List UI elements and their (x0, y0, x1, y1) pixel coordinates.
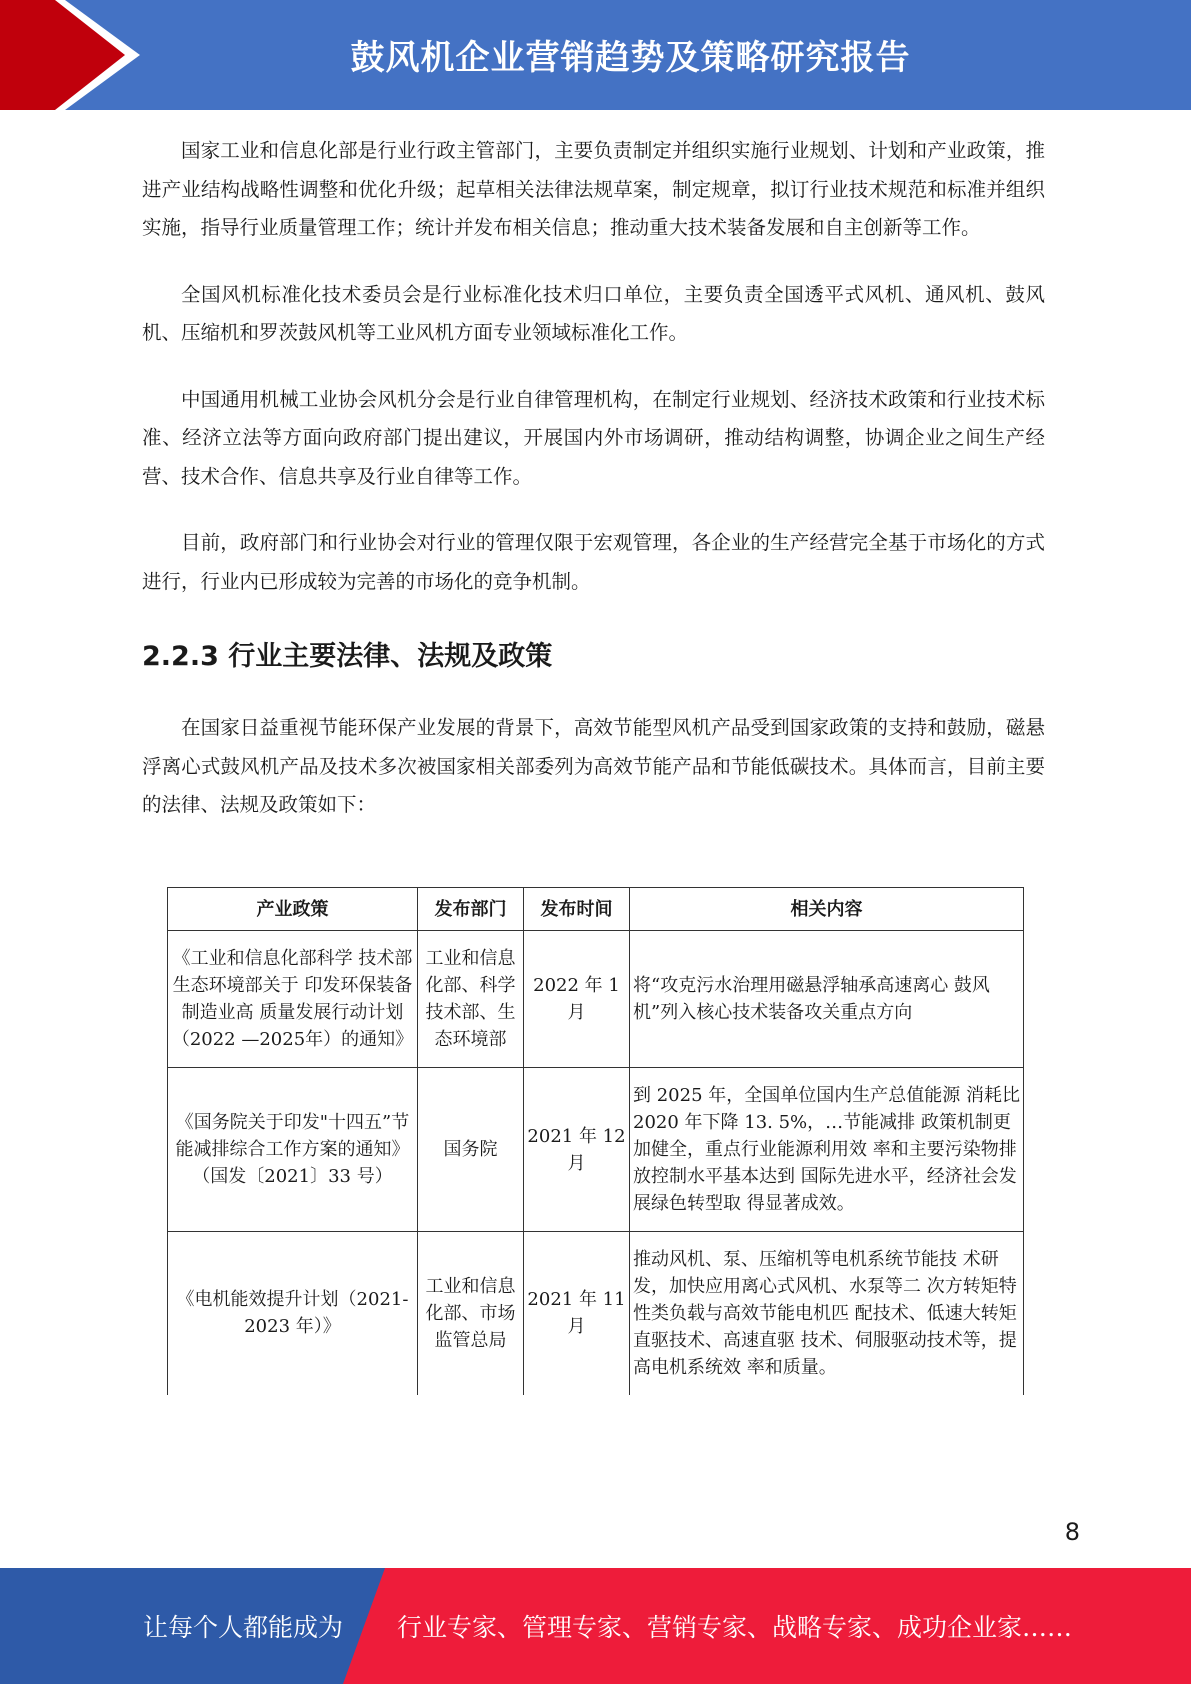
policy-table (167, 887, 1024, 1395)
paragraph-standard-committee: 全国风机标准化技术委员会是行业标准化技术归口单位，主要负责全国透平式风机、通风机、鼓风机、压缩机和罗茨鼓风机等工业风机方面专业领域标准化工作。 (142, 282, 1045, 344)
cell-policy: 《电机能效提升计划（2021-2023 年）》 (168, 1232, 418, 1395)
report-title: 鼓风机企业营销趋势及策略研究报告 (350, 38, 911, 78)
cell-department: 国务院 (418, 1068, 524, 1232)
header-policy: 产业政策 (168, 888, 418, 931)
header-content: 相关内容 (630, 888, 1024, 931)
page-header (0, 0, 1191, 110)
page-footer (0, 1568, 1191, 1684)
paragraph-intro: 在国家日益重视节能环保产业发展的背景下，高效节能型风机产品受到国家政策的支持和鼓励，磁悬浮离心式鼓风机产品及技术多次被国家相关部委列为高效节能产品和节能低碳技术。具体而言，目前主要的法律、法规及政策如下： (142, 716, 1045, 816)
footer-slogan-left: 让每个人都能成为 (143, 1613, 344, 1642)
cell-department: 工业和信息化部、科学技术部、生态环境部 (418, 931, 524, 1068)
header-chevron-icon (0, 0, 160, 110)
header-department: 发布部门 (418, 888, 524, 931)
main-content (142, 132, 1045, 849)
cell-department: 工业和信息化部、市场监管总局 (418, 1232, 524, 1395)
table-row (168, 1068, 1024, 1232)
footer-slogan-right: 行业专家、管理专家、营销专家、战略专家、成功企业家…… (397, 1613, 1073, 1642)
section-heading: 2.2.3 行业主要法律、法规及政策 (142, 641, 553, 672)
cell-content: 将“攻克污水治理用磁悬浮轴承高速离心 鼓风机”列入核心技术装备攻关重点方向 (630, 931, 1024, 1068)
header-date: 发布时间 (524, 888, 630, 931)
paragraph-miit: 国家工业和信息化部是行业行政主管部门，主要负责制定并组织实施行业规划、计划和产业政策，推进产业结构战略性调整和优化升级；起草相关法律法规草案，制定规章，拟订行业技术规范和标准并组织实施，指导行业质量管理工作；统计并发布相关信息；推动重大技术装备发展和自主创新等工作。 (142, 139, 1045, 239)
table-header-row (168, 888, 1024, 931)
cell-content: 推动风机、泵、压缩机等电机系统节能技 术研发，加快应用离心式风机、水泵等二 次方转矩特性类负载与高效节能电机匹 配技术、低速大转矩直驱技术、高速直驱 技术、伺服驱动技术等，提高电机系统效 率和质量。 (630, 1232, 1024, 1395)
cell-date: 2022 年 1 月 (524, 931, 630, 1068)
page-number: 8 (1064, 1518, 1080, 1546)
cell-date: 2021 年 12 月 (524, 1068, 630, 1232)
paragraph-association: 中国通用机械工业协会风机分会是行业自律管理机构，在制定行业规划、经济技术政策和行业技术标准、经济立法等方面向政府部门提出建议，开展国内外市场调研，推动结构调整，协调企业之间生产经营、技术合作、信息共享及行业自律等工作。 (142, 387, 1045, 488)
table-row (168, 931, 1024, 1068)
table-row (168, 1232, 1024, 1395)
cell-content: 到 2025 年，全国单位国内生产总值能源 消耗比 2020 年下降 13. 5%，…节能减排 政策机制更加健全，重点行业能源利用效 率和主要污染物排放控制水平基本达到 国际先进水平，经济社会发展绿色转型取 得显著成效。 (630, 1068, 1024, 1232)
paragraph-market-mechanism: 目前，政府部门和行业协会对行业的管理仅限于宏观管理，各企业的生产经营完全基于市场化的方式进行，行业内已形成较为完善的市场化的竞争机制。 (142, 531, 1045, 593)
cell-date: 2021 年 11 月 (524, 1232, 630, 1395)
cell-policy: 《工业和信息化部科学 技术部生态环境部关于 印发环保装备制造业高 质量发展行动计划（2022 —2025年）的通知》 (168, 931, 418, 1068)
cell-policy: 《国务院关于印发"十四五”节能减排综合工作方案的通知》（国发〔2021〕33 号） (168, 1068, 418, 1232)
